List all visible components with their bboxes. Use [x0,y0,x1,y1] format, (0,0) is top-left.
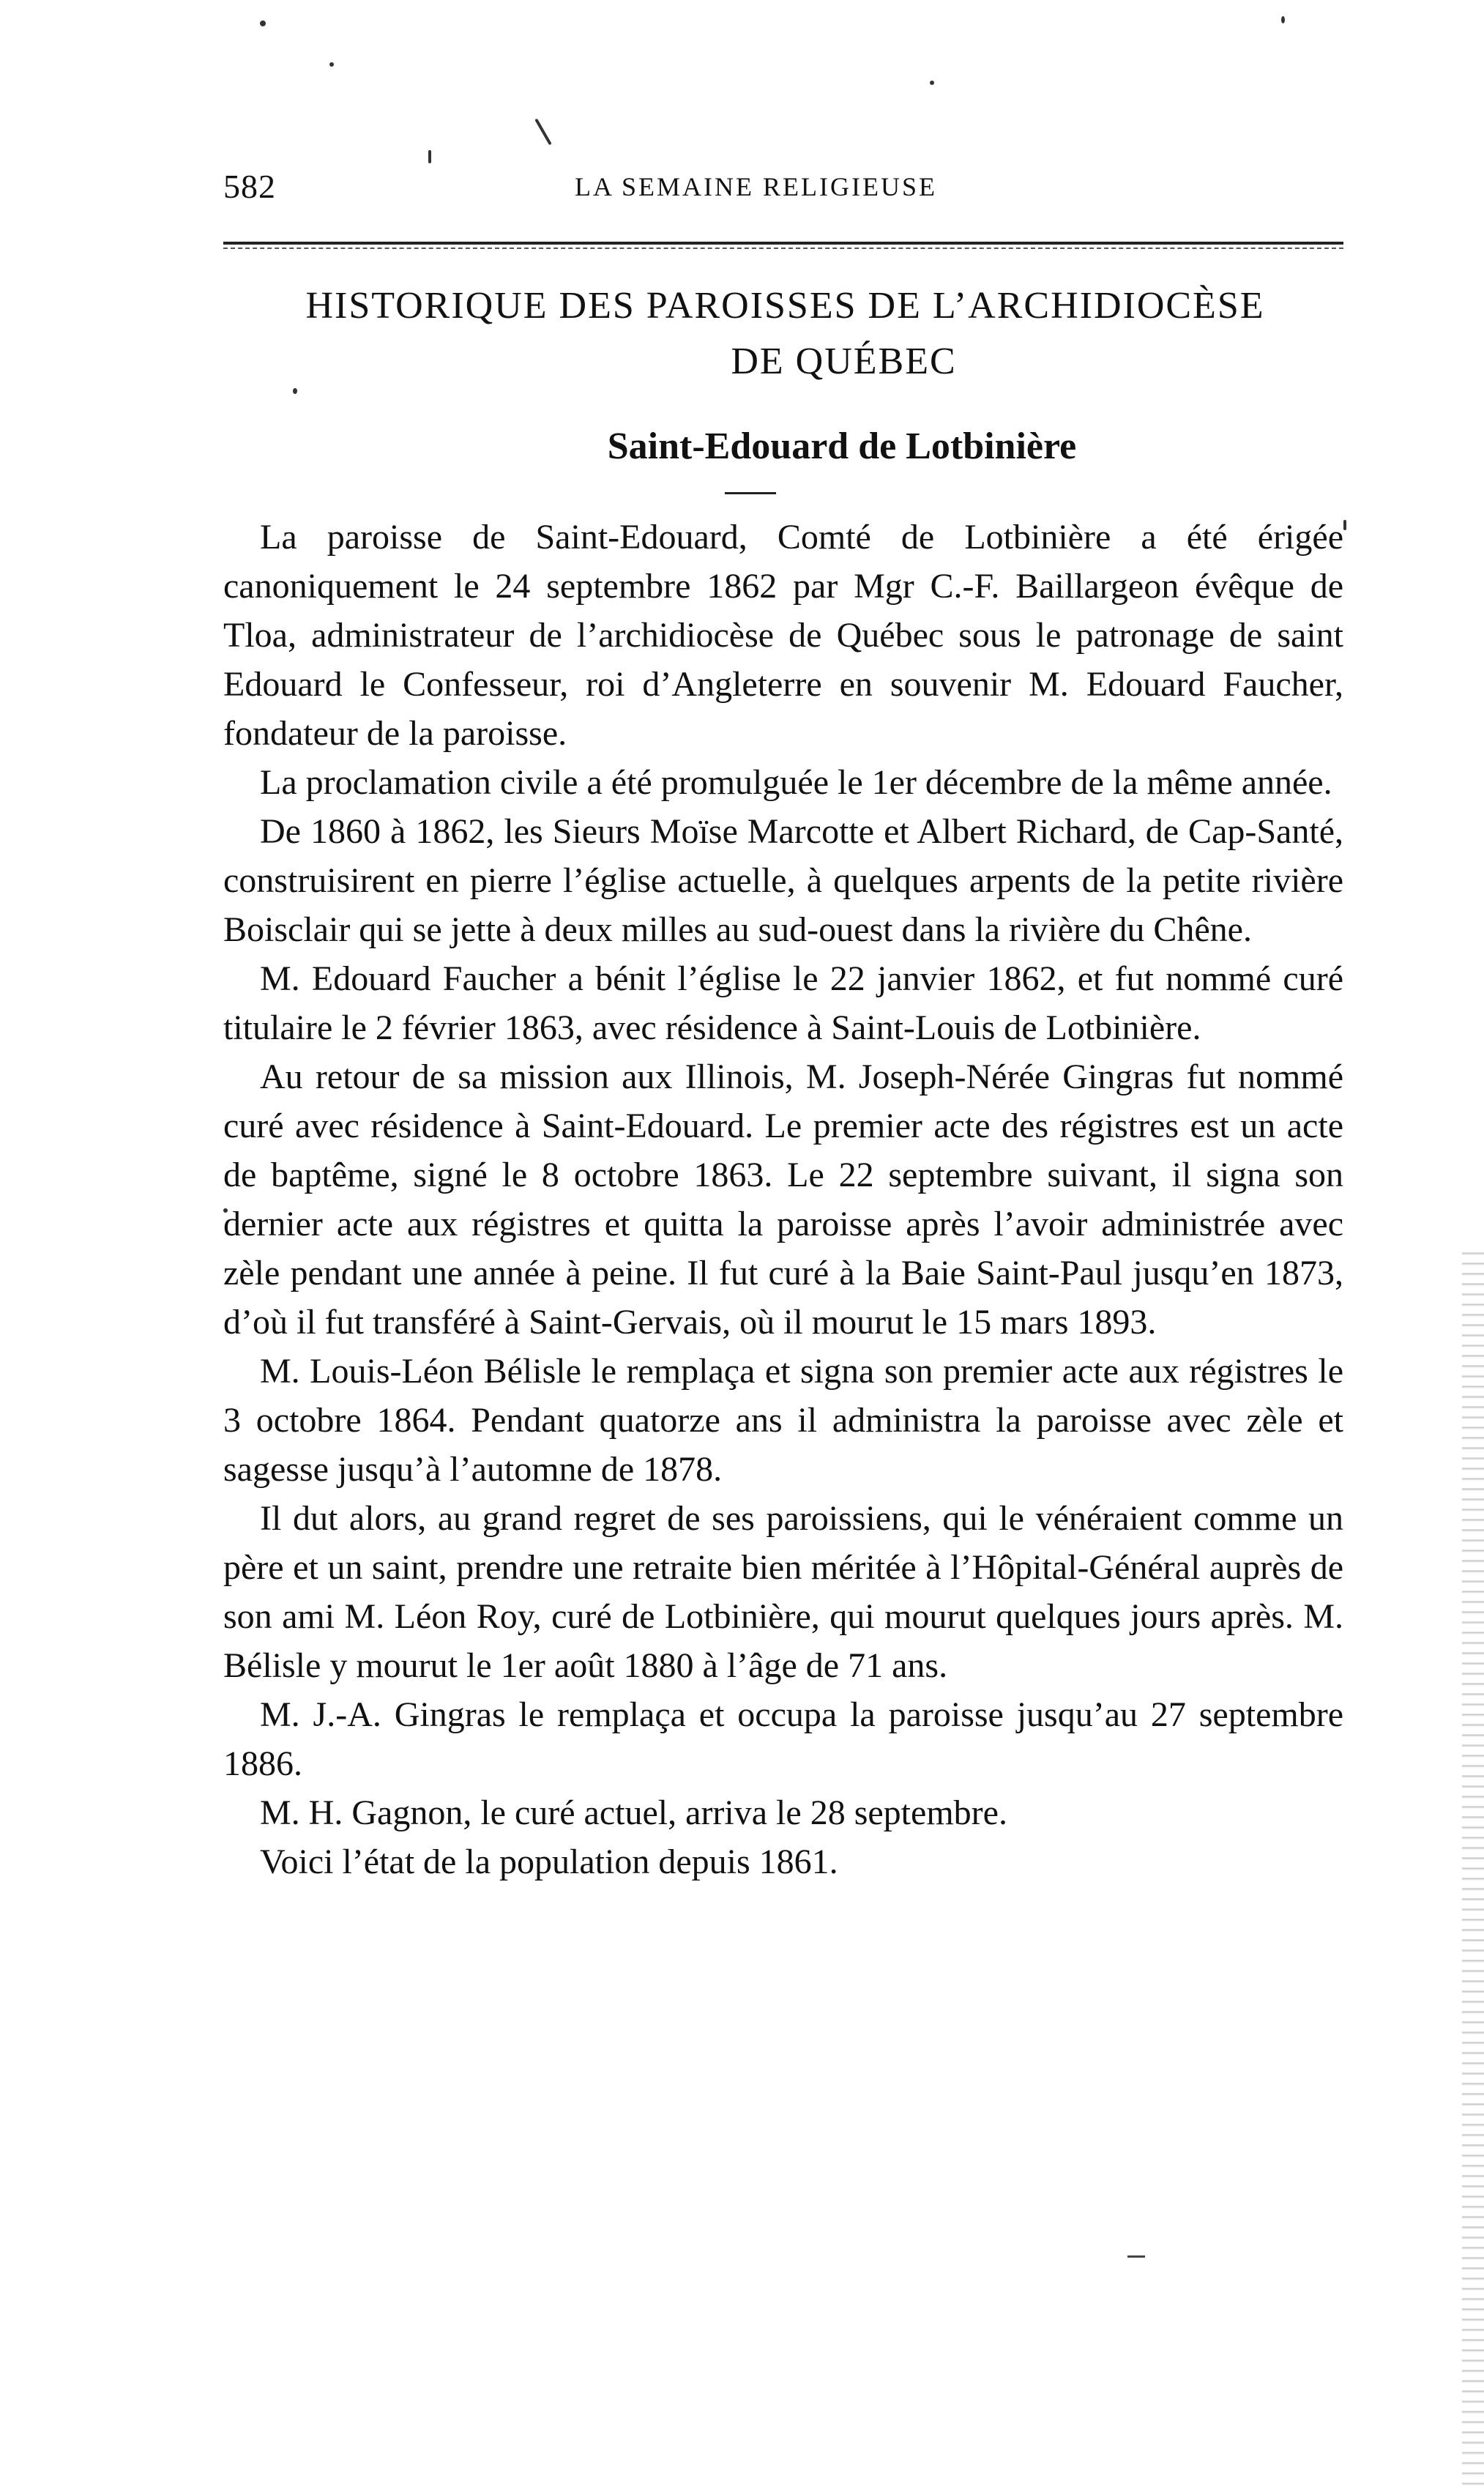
paragraph: Au retour de sa mission aux Illinois, M. Joseph-Nérée Gingras fut nommé curé avec résidence à Saint-Edouard. Le premier acte des régistres est un acte de baptême, signé le 8 octobre 1863. Le 22 septembre suivant, il signa son dernier acte aux régistres et quitta la paroisse après l’avoir administrée avec zèle pendant une année à peine. Il fut curé à la Baie Saint-Paul jusqu’en 1873, d’où il fut transféré à Saint-Gervais, où il mourut le 15 mars 1893. [223,1057,1343,1342]
header-rule-dashed [223,248,1343,249]
paragraph: M. H. Gagnon, le curé actuel, arriva le 28 septembre. [260,1793,1007,1832]
paragraph: Voici l’état de la population depuis 1861. [260,1842,838,1881]
scan-speck [428,150,431,163]
scan-mark [1127,2255,1145,2258]
page-number: 582 [223,168,276,205]
scan-speck [534,119,551,146]
paragraph: M. Louis-Léon Bélisle le remplaça et signa son premier acte aux régistres le 3 octobre 1864. Pendant quatorze ans il administra la paroisse avec zèle et sagesse jusqu’à l’automne de 1878. [223,1352,1343,1489]
separator-dash [725,492,776,494]
scan-speck [260,21,266,26]
article-title [223,278,1347,390]
paragraph: La paroisse de Saint-Edouard, Comté de Lotbinière a été érigée canoniquement le 24 septembre 1862 par Mgr C.-F. Baillargeon évêque de Tloa, administrateur de l’archidiocèse de Québec sous le patronage de saint Edouard le Confesseur, roi d’Angleterre en souvenir M. Edouard Faucher, fondateur de la paroisse. [223,518,1343,753]
journal-title: LA SEMAINE RELIGIEUSE [575,172,937,201]
article-title-line1: HISTORIQUE DES PAROISSES DE L’ARCHIDIOCÈSE [305,285,1265,327]
paragraph: M. J.-A. Gingras le remplaça et occupa la paroisse jusqu’au 27 septembre 1886. [223,1695,1343,1783]
paragraph: M. Edouard Faucher a bénit l’église le 22 janvier 1862, et fut nommé curé titulaire le 2 février 1863, avec résidence à Saint-Louis de Lotbinière. [223,959,1343,1047]
paragraph: De 1860 à 1862, les Sieurs Moïse Marcotte et Albert Richard, de Cap-Santé, construisirent en pierre l’église actuelle, à quelques arpents de la petite rivière Boisclair qui se jette à deux milles au sud-ouest dans la rivière du Chêne. [223,812,1343,949]
scan-speck [1343,520,1346,530]
header-rule [223,242,1343,245]
page-edge-shadow [1462,1245,1484,2490]
paragraph: Il dut alors, au grand regret de ses paroissiens, qui le vénéraient comme un père et un saint, prendre une retraite bien méritée à l’Hôpital-Général auprès de son ami M. Léon Roy, curé de Lotbinière, qui mourut quelques jours après. M. Bélisle y mourut le 1er août 1880 à l’âge de 71 ans. [223,1499,1343,1685]
article-body [223,513,1343,1886]
article-subtitle: Saint-Edouard de Lotbinière [607,425,1077,467]
running-head [223,167,1343,211]
scan-speck [329,62,334,67]
scan-speck [930,81,934,85]
paragraph: La proclamation civile a été promulguée le 1er décembre de la même année. [260,763,1332,802]
scan-speck [1281,16,1285,23]
article-title-line2: DE QUÉBEC [731,341,957,382]
